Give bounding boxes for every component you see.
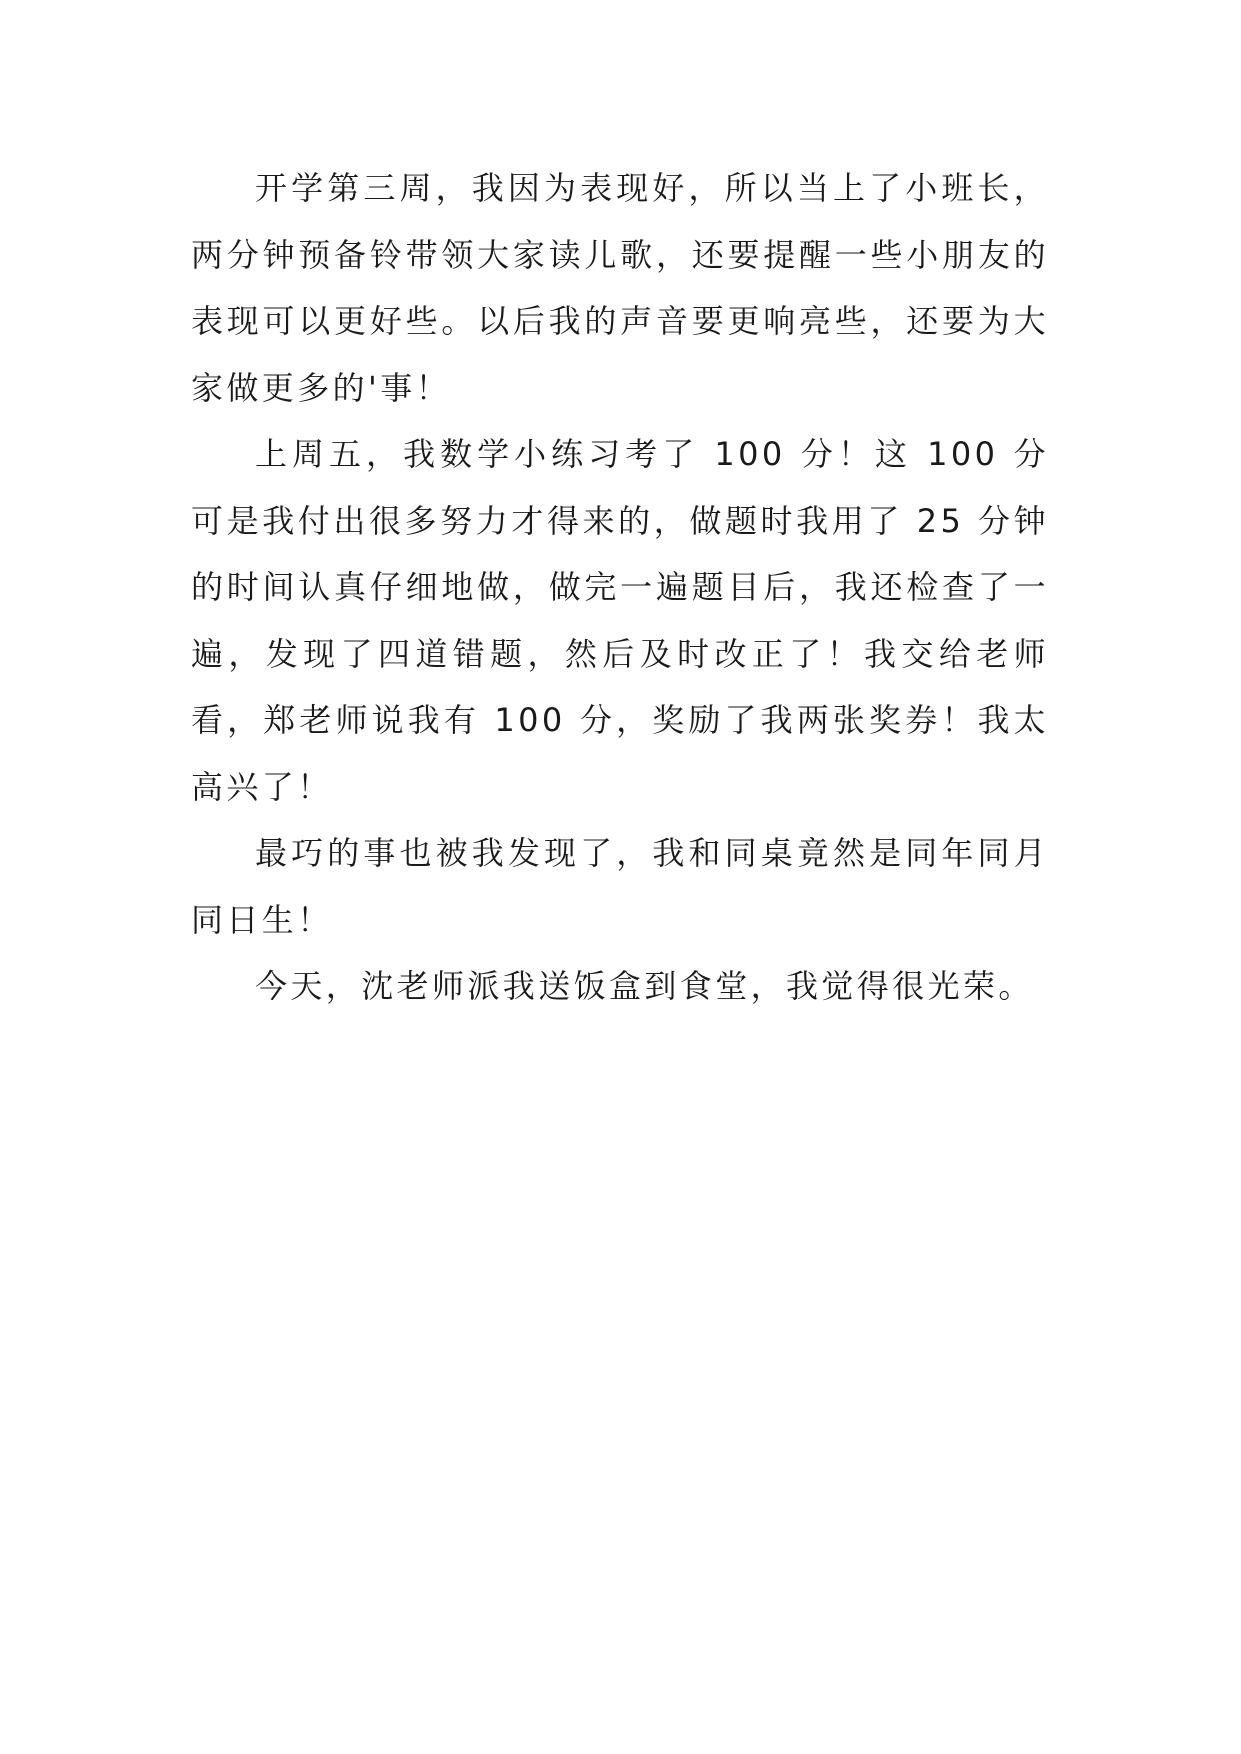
document-body — [191, 155, 1049, 1020]
paragraph-class-monitor: 开学第三周，我因为表现好，所以当上了小班长，两分钟预备铃带领大家读儿歌，还要提醒一些小朋友的表现可以更好些。以后我的声音要更响亮些，还要为大家做更多的'事！ — [191, 169, 1049, 407]
paragraph-same-birthday: 最巧的事也被我发现了，我和同桌竟然是同年同月同日生！ — [191, 834, 1049, 939]
paragraph-lunchbox: 今天，沈老师派我送饭盒到食堂，我觉得很光荣。 — [255, 967, 1034, 1005]
paragraph-math-test: 上周五，我数学小练习考了 100 分！这 100 分可是我付出很多努力才得来的，做题时我用了 25 分钟的时间认真仔细地做，做完一遍题目后，我还检查了一遍，发现了四道错题，然后及时改正了！我交给老师看，郑老师说我有 100 分，奖励了我两张奖券！我太高兴了！ — [191, 435, 1049, 806]
